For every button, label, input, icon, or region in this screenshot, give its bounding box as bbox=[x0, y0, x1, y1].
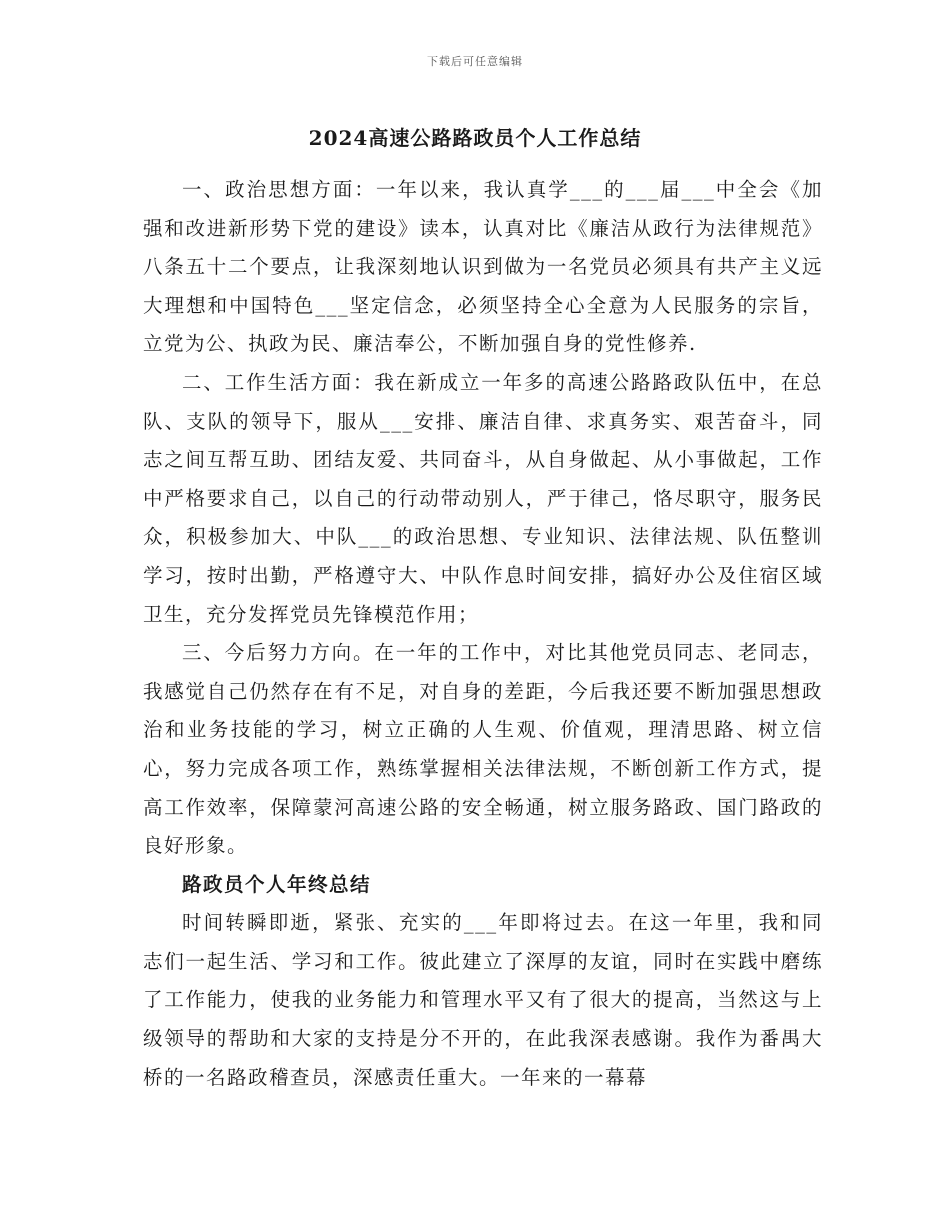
paragraph-political: 一、政治思想方面：一年以来，我认真学___的___届___中全会《加强和改进新形势下党的建设》读本，认真对比《廉洁从政行为法律规范》八条五十二个要点，让我深刻地认识到做为一名党员必须具有共产主义远大理想和中国特色___坚定信念，必须坚持全心全意为人民服务的宗旨，立党为公、执政为民、廉洁奉公，不断加强自身的党性修养. bbox=[143, 178, 823, 356]
document-title: 2024高速公路路政员个人工作总结 bbox=[308, 126, 642, 150]
document-body bbox=[143, 171, 823, 1097]
paragraph-future-direction: 三、今后努力方向。在一年的工作中，对比其他党员同志、老同志，我感觉自己仍然存在有不足，对自身的差距，今后我还要不断加强思想政治和业务技能的学习，树立正确的人生观、价值观，理清思路、树立信心，努力完成各项工作，熟练掌握相关法律法规，不断创新工作方式，提高工作效率，保障蒙河高速公路的安全畅通，树立服务路政、国门路政的良好形象。 bbox=[143, 641, 823, 858]
section-heading: 路政员个人年终总结 bbox=[182, 872, 372, 896]
header-note: 下载后可任意编辑 bbox=[427, 55, 523, 68]
paragraph-year-end: 时间转瞬即逝，紧张、充实的___年即将过去。在这一年里，我和同志们一起生活、学习和工作。彼此建立了深厚的友谊，同时在实践中磨练了工作能力，使我的业务能力和管理水平又有了很大的提高，当然这与上级领导的帮助和大家的支持是分不开的，在此我深表感谢。我作为番禺大桥的一名路政稽查员，深感责任重大。一年来的一幕幕 bbox=[143, 911, 823, 1089]
paragraph-work-life: 二、工作生活方面：我在新成立一年多的高速公路路政队伍中，在总队、支队的领导下，服从___安排、廉洁自律、求真务实、艰苦奋斗，同志之间互帮互助、团结友爱、共同奋斗，从自身做起、从小事做起，工作中严格要求自己，以自己的行动带动别人，严于律己，恪尽职守，服务民众，积极参加大、中队___的政治思想、专业知识、法律法规、队伍整训学习，按时出勤，严格遵守大、中队作息时间安排，搞好办公及住宿区域卫生，充分发挥党员先锋模范作用； bbox=[143, 370, 823, 626]
